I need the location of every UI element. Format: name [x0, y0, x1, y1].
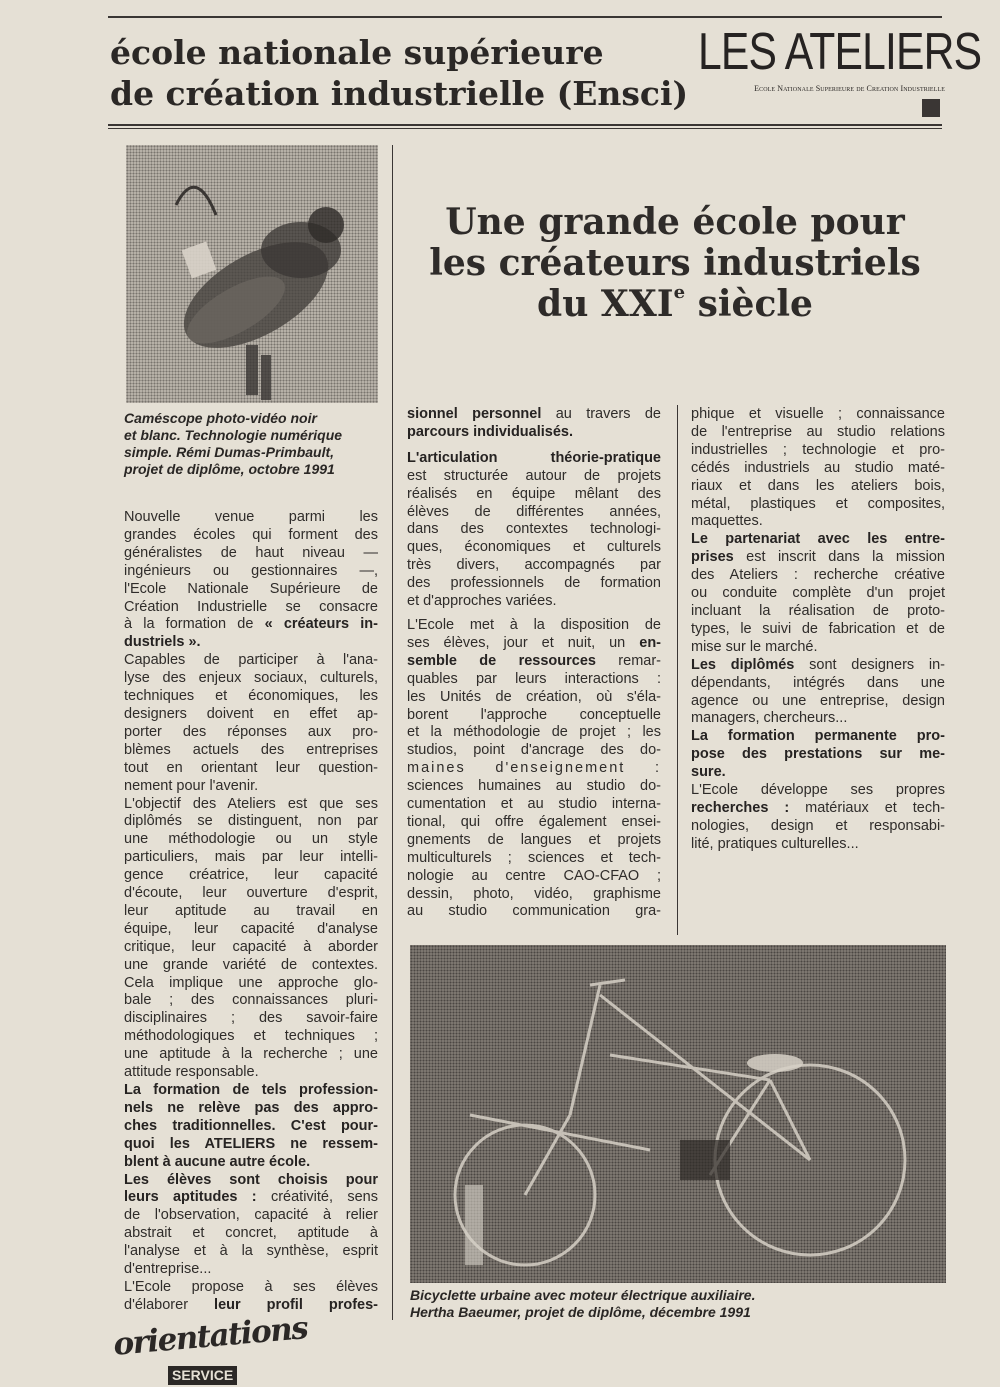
text-line: [124, 1118, 378, 1136]
text-bold: La formation de tels profession-: [124, 1082, 378, 1098]
text-line: designers doivent en effet ap-: [124, 705, 378, 722]
text-line: [407, 450, 661, 468]
bicycle-photo: [410, 945, 946, 1283]
text-line: [691, 800, 945, 818]
text-bold: La formation permanente pro-: [691, 728, 945, 745]
service-badge: SERVICE: [168, 1366, 237, 1385]
text-line: et la méthodologie de projet ; les: [407, 724, 661, 741]
text-line: une méthodologie ou un style: [124, 831, 378, 848]
orientations-logo: orientations: [111, 1310, 309, 1363]
text-line: une aptitude à la recherche ; une: [124, 1046, 378, 1063]
text-line: élèves de différentes années,: [407, 503, 661, 520]
text-bold: parcours individualisés.: [407, 423, 573, 440]
text-line: diplômés se distinguent, non par: [124, 813, 378, 830]
text-span: est inscrit dans la mission: [746, 549, 945, 566]
text-line: lité, pratiques culturelles...: [691, 835, 859, 852]
text-line: incluant la réalisation de proto-: [691, 602, 945, 619]
text-line: l'analyse et à la synthèse, esprit: [124, 1243, 378, 1260]
text-line: [124, 634, 378, 652]
text-bold: leur profil profes-: [214, 1296, 378, 1313]
caption-line: simple. Rémi Dumas-Primbault,: [124, 444, 335, 460]
text-line: méthodologiques et techniques ;: [124, 1028, 378, 1045]
text-line: blèmes actuels des entreprises: [124, 741, 378, 758]
text-span: ses élèves, jour et nuit, un: [407, 634, 626, 651]
text-line: nement pour l'avenir.: [124, 777, 259, 794]
text-line: de l'entreprise au studio relations: [691, 423, 945, 440]
text-line: [124, 1136, 378, 1154]
text-span: sont designers in-: [809, 656, 945, 673]
text-line: riaux et dans les ateliers bois,: [691, 477, 945, 494]
text-line: [691, 728, 945, 746]
text-bold: Les élèves sont choisis pour: [124, 1171, 378, 1188]
text-line: Création Industrielle se consacre: [124, 598, 378, 615]
text-line: [124, 1100, 378, 1118]
title-line: de création industrielle (Ensci): [110, 74, 689, 113]
text-line: disciplinaires ; des savoir-faire: [124, 1010, 378, 1027]
text-line: maquettes.: [691, 513, 763, 530]
text-line: [124, 1189, 378, 1207]
text-line: cumentation et au studio interna-: [407, 796, 661, 813]
text-line: managers, chercheurs...: [691, 710, 848, 727]
text-line: L'Ecole met à la disposition de: [407, 616, 661, 633]
text-line: leur aptitude au travail en: [124, 902, 378, 919]
text-line: tout en orientant leur question-: [124, 759, 378, 776]
text-line: studios, point d'ancrage des do-: [407, 742, 661, 759]
text-line: et d'approches variées.: [407, 593, 557, 610]
text-line: une grande variété de contextes.: [124, 956, 378, 973]
text-line: grandes écoles qui forment des: [124, 526, 378, 543]
text-line: [691, 746, 945, 764]
title-line: école nationale supérieure: [110, 33, 604, 72]
article-column-3: [691, 406, 945, 854]
text-line: dessin, photo, vidéo, graphisme: [407, 885, 661, 902]
text-span: d'élaborer: [124, 1296, 189, 1313]
headline-line: [405, 284, 945, 325]
text-line: [691, 764, 945, 782]
text-line: L'Ecole développe ses propres: [691, 782, 945, 799]
text-line: [407, 424, 661, 442]
column-divider: [392, 145, 393, 1320]
text-span: au travers de: [555, 406, 661, 422]
text-line: [124, 1154, 378, 1172]
text-bold: « créateurs in-: [264, 616, 378, 633]
caption-line: Hertha Baeumer, projet de diplôme, décembre 1991: [410, 1304, 751, 1320]
headline-superscript: e: [673, 282, 686, 303]
headline: [405, 202, 945, 325]
text-span: à la formation de: [124, 616, 254, 633]
camcorder-icon: [126, 145, 378, 403]
text-line: attitude responsable.: [124, 1064, 259, 1081]
text-line: [407, 406, 661, 424]
text-bold: en-: [639, 634, 661, 651]
text-line: nologies, design et responsabi-: [691, 817, 945, 834]
headline-text: siècle: [685, 283, 813, 325]
page-title: [110, 32, 689, 114]
text-line: sciences humaines au studio do-: [407, 778, 661, 795]
article-column-1: [124, 509, 378, 1315]
logo-subtitle: Ecole Nationale Superieure de Creation Industrielle: [754, 84, 945, 93]
caption-line: projet de diplôme, octobre 1991: [124, 461, 335, 477]
text-line: des professionnels de formation: [407, 575, 661, 592]
text-line: [691, 549, 945, 567]
text-line: lyse des enjeux sociaux, culturels,: [124, 670, 378, 687]
text-line: multiculturels ; sciences et tech-: [407, 849, 661, 866]
article-column-2: [407, 406, 661, 921]
caption-line: Bicyclette urbaine avec moteur électrique auxiliaire.: [410, 1287, 756, 1303]
text-line: ingénieurs ou gestionnaires —,: [124, 562, 378, 579]
text-line: d'écoute, leur ouverture d'esprit,: [124, 885, 378, 902]
text-line: [407, 653, 661, 671]
text-line: équipe, leur capacité d'analyse: [124, 920, 378, 937]
text-line: ou conduite complète d'un projet: [691, 585, 945, 602]
text-line: abstrait et concret, aptitude à: [124, 1225, 378, 1242]
text-bold: quoi les ATELIERS ne ressem-: [124, 1135, 378, 1152]
text-line: très divers, accompagnés par: [407, 557, 661, 574]
text-bold: blent à aucune autre école.: [124, 1153, 311, 1170]
caption-line: Caméscope photo-vidéo noir: [124, 410, 317, 426]
text-bold: sure.: [691, 764, 726, 781]
top-rule: [108, 16, 942, 18]
text-line: L'objectif des Ateliers est que ses: [124, 795, 378, 812]
text-line: d'entreprise...: [124, 1261, 212, 1278]
text-line: Nouvelle venue parmi les: [124, 509, 378, 525]
text-bold: nels ne relève pas des appro-: [124, 1099, 378, 1116]
text-line: est structurée autour de projets: [407, 467, 661, 484]
text-line: [124, 1082, 378, 1100]
text-line: quables par leurs interactions :: [407, 670, 661, 687]
headline-text: du XXI: [537, 283, 674, 325]
text-bold: semble de ressources: [407, 652, 596, 669]
text-line: [124, 616, 378, 634]
text-bold: ches traditionnelles. C'est pour-: [124, 1117, 378, 1134]
text-line: gnements de langues et projets: [407, 831, 661, 848]
camcorder-photo: [126, 145, 378, 403]
header-rule-thin: [108, 128, 942, 129]
text-span: matériaux et tech-: [805, 799, 946, 816]
text-line: porter des réponses aux pro-: [124, 723, 378, 740]
caption-line: et blanc. Technologie numérique: [124, 427, 343, 443]
text-line: dans des contextes technologi-: [407, 521, 661, 538]
text-bold: Le partenariat avec les entre-: [691, 531, 945, 548]
text-line: au studio communication gra-: [407, 903, 661, 920]
column-divider: [677, 405, 678, 935]
text-line: particuliers, mais par leur intelli-: [124, 849, 378, 866]
text-line: borent l'approche conceptuelle: [407, 706, 661, 723]
text-line: les Unités de création, où s'éla-: [407, 688, 661, 705]
text-line: cédés industriels au studio maté-: [691, 459, 945, 476]
text-line: techniques et économiques, les: [124, 688, 378, 705]
text-line: métal, plastiques et composites,: [691, 495, 945, 512]
text-line: [407, 635, 661, 653]
photo-caption: [124, 410, 384, 478]
text-bold: recherches :: [691, 799, 790, 816]
text-bold: Les diplômés: [691, 656, 795, 673]
text-line: industrielles ; technologie et pro-: [691, 441, 945, 458]
text-bold: pose des prestations sur me-: [691, 746, 945, 763]
text-line: tional, qui offre également ensei-: [407, 813, 661, 830]
text-bold: dustriels ».: [124, 634, 201, 651]
header-rule: [108, 124, 942, 126]
text-line: ques, économiques et culturels: [407, 539, 661, 556]
text-line: l'Ecole Nationale Supérieure de: [124, 580, 378, 597]
text-line: réalisés en équipe mêlant des: [407, 485, 661, 502]
text-bold: prises: [691, 549, 734, 566]
bicycle-icon: [410, 945, 946, 1283]
text-line: Capables de participer à l'ana-: [124, 652, 378, 669]
text-line: de l'observation, capacité à relier: [124, 1207, 378, 1224]
logo: LES ATELIERS: [698, 23, 982, 81]
headline-line: Une grande école pour: [445, 201, 905, 243]
text-bold: L'articulation théorie-pratique: [407, 449, 661, 466]
logo-square-icon: [922, 99, 940, 117]
headline-line: les créateurs industriels: [429, 242, 921, 284]
text-line: mise sur le marché.: [691, 638, 818, 655]
text-line: généralistes de haut niveau —: [124, 544, 378, 561]
text-line: agence ou une entreprise, design: [691, 692, 945, 709]
text-line: critique, leur capacité à aborder: [124, 938, 378, 955]
text-line: dépendants, intégrés dans une: [691, 674, 945, 691]
text-line: Cela implique une approche glo-: [124, 974, 378, 991]
text-line: [691, 531, 945, 549]
text-line: gence créatrice, leur capacité: [124, 867, 378, 884]
text-line: L'Ecole propose à ses élèves: [124, 1278, 378, 1295]
text-line: phique et visuelle ; connaissance: [691, 406, 945, 422]
text-line: maines d'enseignement :: [407, 760, 661, 777]
text-line: bale ; des connaissances pluri-: [124, 992, 378, 1009]
text-line: nologie au centre CAO-CFAO ;: [407, 867, 661, 884]
text-line: [124, 1172, 378, 1190]
photo-caption: [410, 1287, 950, 1321]
text-bold: sionnel personnel: [407, 406, 542, 422]
text-line: [691, 657, 945, 675]
text-line: des Ateliers : recherche créative: [691, 567, 945, 584]
text-bold: leurs aptitudes :: [124, 1189, 257, 1206]
text-span: créativité, sens: [270, 1189, 378, 1206]
text-span: remar-: [618, 652, 661, 669]
text-line: [124, 1297, 378, 1315]
text-line: types, le suivi de fabrication et de: [691, 620, 945, 637]
